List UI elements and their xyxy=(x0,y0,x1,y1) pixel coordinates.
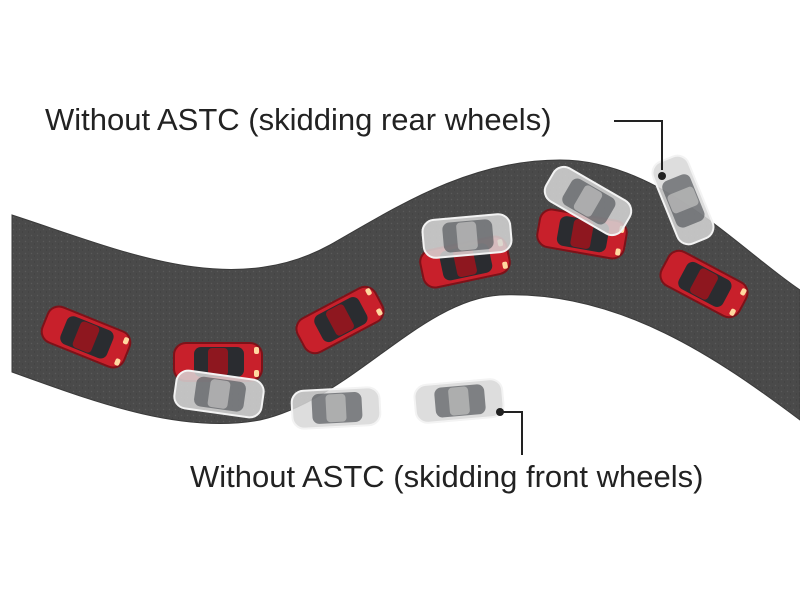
leader-dot-rear xyxy=(658,172,666,180)
label-rear-skid: Without ASTC (skidding rear wheels) xyxy=(45,102,552,137)
ghost-car xyxy=(422,213,513,259)
leader-line-rear xyxy=(614,121,662,170)
leader-dot-front xyxy=(496,408,504,416)
label-front-skid: Without ASTC (skidding front wheels) xyxy=(190,459,704,494)
ghost-car xyxy=(414,378,505,424)
ghost-car xyxy=(291,387,381,430)
leader-line-front xyxy=(500,412,522,455)
